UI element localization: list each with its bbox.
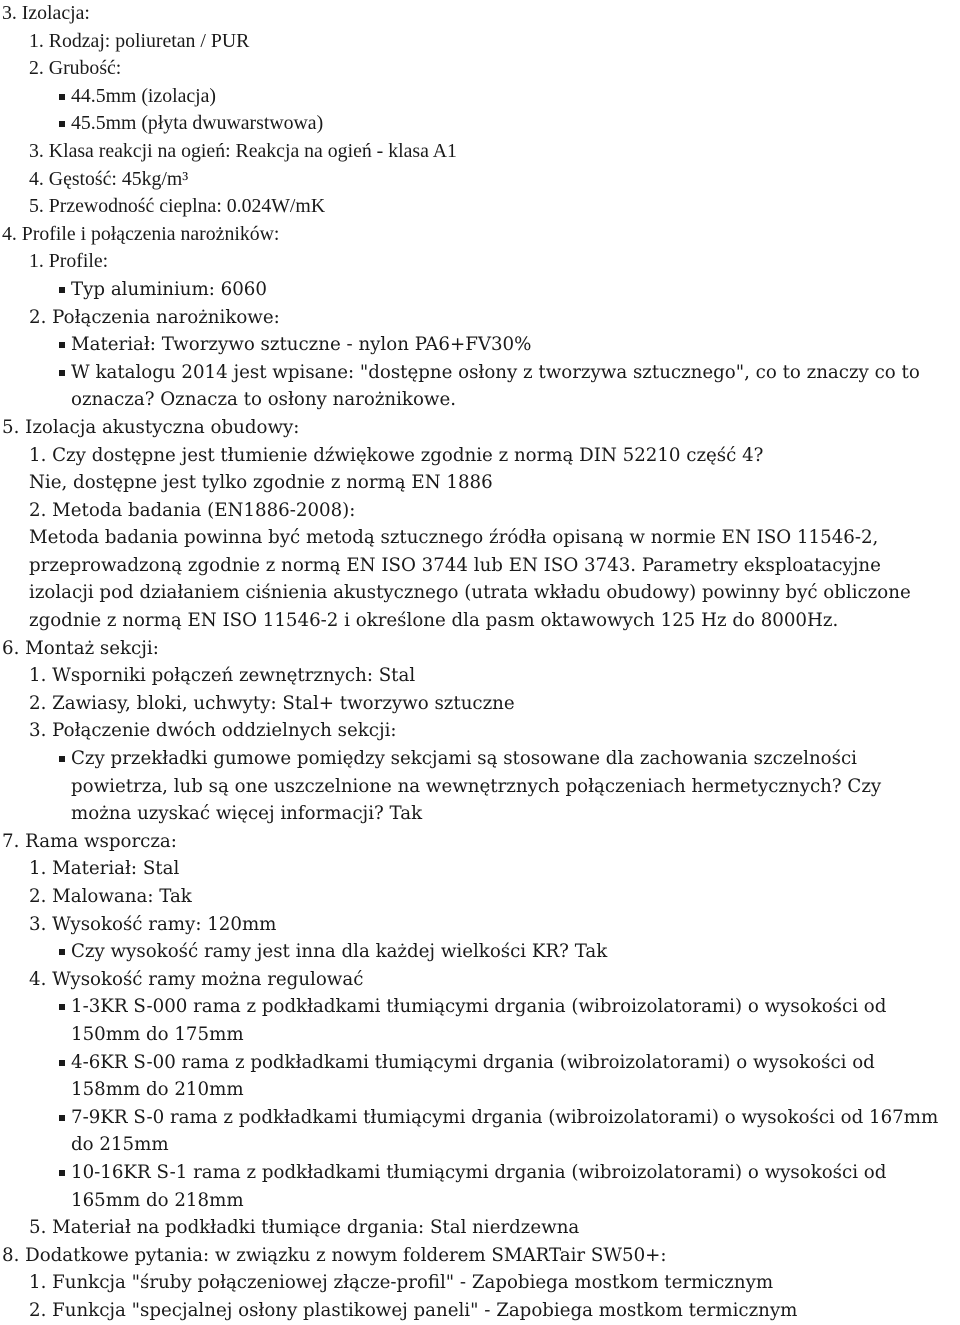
bullet-list-item: Czy przekładki gumowe pomiędzy sekcjami są stosowane dla zachowania szczelności xyxy=(2,745,958,773)
document-line: 2. Funkcja "specjalnej osłony plastikowej paneli" - Zapobiega mostkom termicznym xyxy=(29,1299,798,1321)
bullet-list-item: 10-16KR S-1 rama z podkładkami tłumiącymi drgania (wibroizolatorami) o wysokości od xyxy=(2,1159,958,1187)
document-line: 1. Profile: xyxy=(29,250,109,273)
document-line: 150mm do 175mm xyxy=(71,1023,244,1045)
bullet-list-item: 44.5mm (izolacja) xyxy=(2,83,958,111)
bullet-list-item: 1-3KR S-000 rama z podkładkami tłumiącymi drgania (wibroizolatorami) o wysokości od xyxy=(2,993,958,1021)
document-line: powietrza, lub są one uszczelnione na wewnętrznych połączeniach hermetycznych? Czy xyxy=(71,775,882,797)
bullet-list-item: 7-9KR S-0 rama z podkładkami tłumiącymi drgania (wibroizolatorami) o wysokości od 167mm xyxy=(2,1104,958,1132)
document-line: 1. Rodzaj: poliuretan / PUR xyxy=(29,29,250,52)
document-line: 3. Klasa reakcji na ogień: Reakcja na ogień - klasa A1 xyxy=(29,139,457,162)
bullet-list-item: W katalogu 2014 jest wpisane: "dostępne osłony z tworzywa sztucznego", co to znaczy co to xyxy=(2,359,958,387)
document-line: 7. Rama wsporcza: xyxy=(2,830,177,852)
document-line: 2. Malowana: Tak xyxy=(29,886,192,907)
document-line: można uzyskać więcej informacji? Tak xyxy=(71,803,423,825)
document-line: 158mm do 210mm xyxy=(71,1079,244,1101)
document-line: 2. Grubość: xyxy=(29,57,122,80)
document-line: oznacza? Oznacza to osłony narożnikowe. xyxy=(71,389,457,411)
bullet-list-item: 4-6KR S-00 rama z podkładkami tłumiącymi drgania (wibroizolatorami) o wysokości od xyxy=(2,1049,958,1077)
document-line: 5. Przewodność cieplna: 0.024W/mK xyxy=(29,195,326,218)
document-line: 1. Wsporniki połączeń zewnętrznych: Stal xyxy=(29,665,416,687)
document-line: 1. Materiał: Stal xyxy=(29,858,180,880)
document-line: Nie, dostępne jest tylko zgodnie z normą EN 1886 xyxy=(29,472,493,494)
document-line: 165mm do 218mm xyxy=(71,1189,244,1211)
document-line: przeprowadzoną zgodnie z normą EN ISO 3744 lub EN ISO 3743. Parametry eksploatacyjne xyxy=(29,554,881,576)
bullet-list-item: 45.5mm (płyta dwuwarstwowa) xyxy=(2,110,958,138)
document-line: 4. Profile i połączenia narożników: xyxy=(2,222,280,245)
document-line: 3. Izolacja: xyxy=(2,2,90,24)
document-line: 2. Połączenia narożnikowe: xyxy=(29,306,280,328)
document-line: zgodnie z normą EN ISO 11546-2 i określone dla pasm oktawowych 125 Hz do 8000Hz. xyxy=(29,610,839,632)
bullet-list-item: Materiał: Tworzywo sztuczne - nylon PA6+FV30% xyxy=(2,331,958,359)
document-line: 3. Wysokość ramy: 120mm xyxy=(29,913,277,935)
document-line: 5. Izolacja akustyczna obudowy: xyxy=(2,416,300,438)
document-line: 8. Dodatkowe pytania: w związku z nowym folderem SMARTair SW50+: xyxy=(2,1244,667,1266)
document-line: 4. Gęstość: 45kg/m³ xyxy=(29,167,189,190)
document-line: 2. Zawiasy, bloki, uchwyty: Stal+ tworzywo sztuczne xyxy=(29,692,515,714)
document-line: 4. Wysokość ramy można regulować xyxy=(29,968,364,990)
document-line: 6. Montaż sekcji: xyxy=(2,637,159,659)
document-line: 5. Materiał na podkładki tłumiące drgania: Stal nierdzewna xyxy=(29,1217,580,1239)
document-line: do 215mm xyxy=(71,1134,169,1156)
document-line: 1. Funkcja "śruby połączeniowej złącze-profil" - Zapobiega mostkom termicznym xyxy=(29,1272,774,1294)
bullet-list-item: Typ aluminium: 6060 xyxy=(2,276,958,304)
document-line: 3. Połączenie dwóch oddzielnych sekcji: xyxy=(29,720,397,742)
document-line: Metoda badania powinna być metodą sztucznego źródła opisaną w normie EN ISO 11546-2, xyxy=(29,527,879,549)
document-line: izolacji pod działaniem ciśnienia akustycznego (utrata wkładu obudowy) powinny być obliczone xyxy=(29,582,911,604)
bullet-list-item: Czy wysokość ramy jest inna dla każdej wielkości KR? Tak xyxy=(2,938,958,966)
document-line: 1. Czy dostępne jest tłumienie dźwiękowe zgodnie z normą DIN 52210 część 4? xyxy=(29,444,764,466)
document-line: 2. Metoda badania (EN1886-2008): xyxy=(29,499,356,521)
